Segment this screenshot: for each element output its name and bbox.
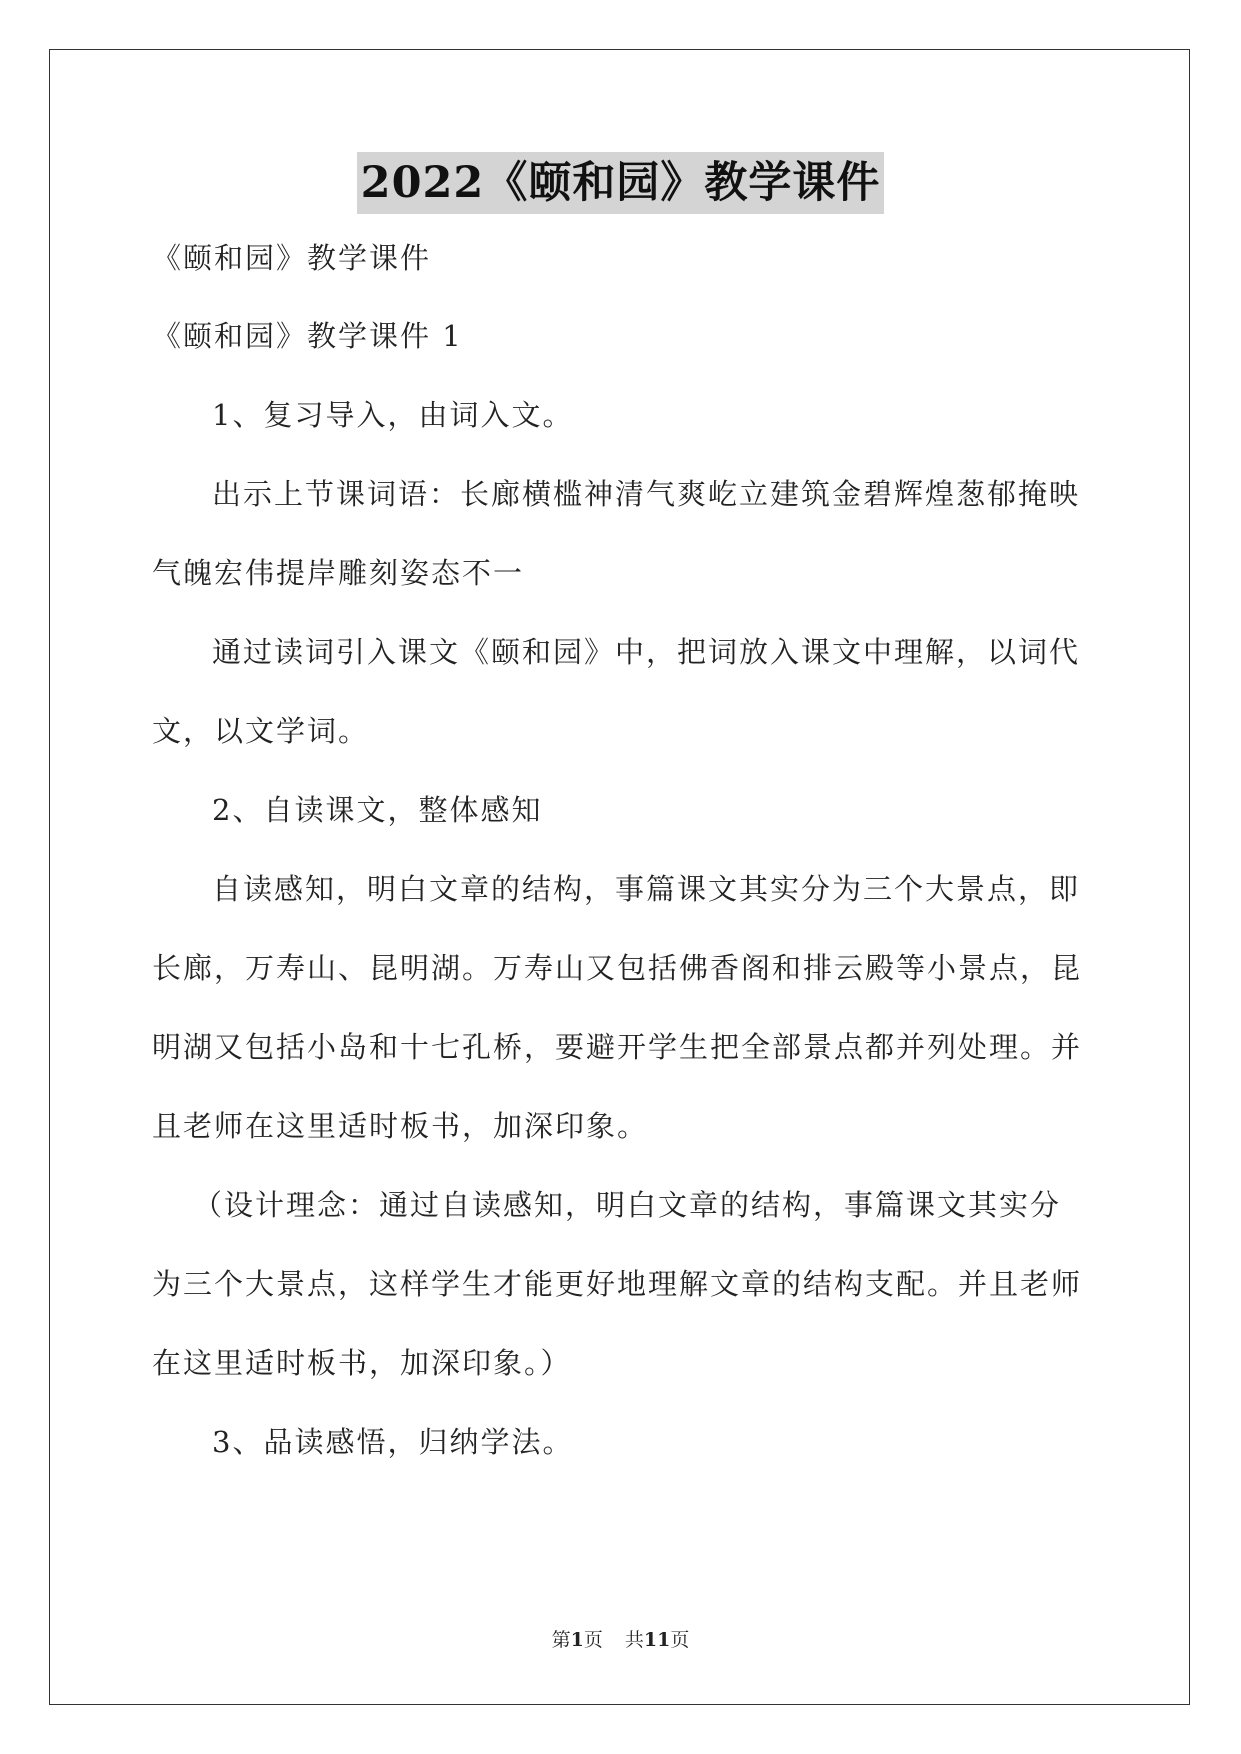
paragraph-line: 在这里适时板书，加深印象。） [152, 1346, 572, 1380]
paragraph-line: （设计理念：通过自读感知，明白文章的结构，事篇课文其实分 [193, 1188, 1062, 1222]
page-suffix: 页 [583, 1629, 603, 1651]
paragraph-line: 气魄宏伟提岸雕刻姿态不一 [152, 556, 525, 590]
step-heading-2: 2、自读课文，整体感知 [212, 793, 543, 827]
total-prefix: 共 [624, 1629, 644, 1651]
page-footer [0, 1628, 1241, 1652]
page-prefix: 第 [551, 1629, 571, 1651]
paragraph-line: 出示上节课词语：长廊横槛神清气爽屹立建筑金碧辉煌葱郁掩映 [212, 477, 1081, 511]
page-total: 11 [643, 1629, 671, 1651]
paragraph-line: 自读感知，明白文章的结构，事篇课文其实分为三个大景点，即 [212, 872, 1081, 906]
section-heading: 《颐和园》教学课件 1 [152, 319, 463, 353]
page-current: 1 [570, 1629, 584, 1651]
document-title: 2022《颐和园》教学课件 [357, 152, 885, 214]
paragraph-line: 且老师在这里适时板书，加深印象。 [152, 1109, 649, 1143]
paragraph-line: 明湖又包括小岛和十七孔桥，要避开学生把全部景点都并列处理。并 [152, 1030, 1083, 1064]
step-heading-3: 3、品读感悟，归纳学法。 [212, 1425, 574, 1459]
title-container [0, 152, 1241, 214]
step-heading-1: 1、复习导入，由词入文。 [212, 398, 574, 432]
paragraph-line: 文，以文学词。 [152, 714, 370, 748]
paragraph-line: 长廊，万寿山、昆明湖。万寿山又包括佛香阁和排云殿等小景点，昆 [152, 951, 1083, 985]
subtitle-line: 《颐和园》教学课件 [152, 241, 432, 275]
paragraph-line: 为三个大景点，这样学生才能更好地理解文章的结构支配。并且老师 [152, 1267, 1083, 1301]
paragraph-line: 通过读词引入课文《颐和园》中，把词放入课文中理解，以词代 [212, 635, 1081, 669]
total-suffix: 页 [670, 1629, 690, 1651]
